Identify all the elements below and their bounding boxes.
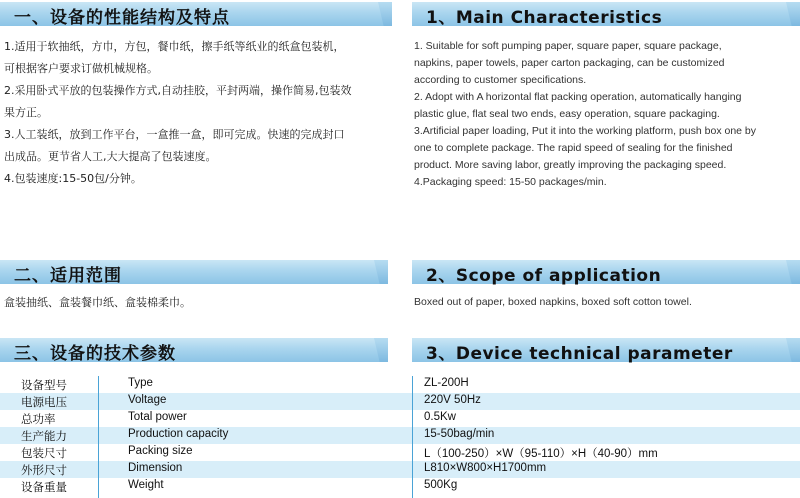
section-3-zh-header xyxy=(0,338,388,362)
param-en: Type xyxy=(128,377,153,389)
features-zh-line: 果方正。 xyxy=(4,106,48,119)
features-zh-line: 3.人工装纸，放到工作平台，一盒推一盒，即可完成。快速的完成封口 xyxy=(4,128,345,141)
features-zh-line: 出成品。更节省人工,大大提高了包装速度。 xyxy=(4,150,217,163)
param-en: Total power xyxy=(128,411,187,423)
features-en-line: one to complete package. The rapid speed of sealing for the finished xyxy=(414,142,733,154)
table-row xyxy=(0,393,800,410)
param-zh: 总功率 xyxy=(21,412,56,426)
param-value: ZL-200H xyxy=(424,377,469,389)
features-en xyxy=(414,38,798,191)
param-zh: 设备型号 xyxy=(21,378,67,392)
features-en-line: 1. Suitable for soft pumping paper, square paper, square package, xyxy=(414,40,722,52)
scope-zh: 盒装抽纸、盒装餐巾纸、盒装棉柔巾。 xyxy=(4,296,191,309)
section-2-zh-header xyxy=(0,260,388,284)
features-en-line: according to customer specifications. xyxy=(414,74,587,86)
section-2-en-title: 2、Scope of application xyxy=(426,266,662,286)
param-zh: 生产能力 xyxy=(21,429,67,443)
param-zh: 包装尺寸 xyxy=(21,446,67,460)
scope-en: Boxed out of paper, boxed napkins, boxed soft cotton towel. xyxy=(414,296,692,308)
param-en: Dimension xyxy=(128,462,183,474)
param-en: Production capacity xyxy=(128,428,229,440)
param-value: 220V 50Hz xyxy=(424,394,481,406)
table-row xyxy=(0,478,800,495)
table-row xyxy=(0,410,800,427)
features-zh-line: 可根据客户要求订做机械规格。 xyxy=(4,62,158,75)
param-zh: 外形尺寸 xyxy=(21,463,67,477)
table-row xyxy=(0,461,800,478)
features-zh-line: 1.适用于软抽纸，方巾，方包，餐巾纸，擦手纸等纸业的纸盒包装机， xyxy=(4,40,345,53)
section-2-en-header xyxy=(412,260,800,284)
parameter-table xyxy=(0,376,800,495)
features-en-line: 2. Adopt with A horizontal flat packing operation, automatically hanging xyxy=(414,91,742,103)
features-en-line: plastic glue, flat seal two ends, easy operation, square packaging. xyxy=(414,108,720,120)
table-row xyxy=(0,376,800,393)
section-1-en-title: 1、Main Characteristics xyxy=(426,8,663,28)
section-3-en-header xyxy=(412,338,800,362)
param-en: Weight xyxy=(128,479,164,491)
param-value: 500Kg xyxy=(424,479,458,491)
param-en: Packing size xyxy=(128,445,193,457)
features-en-line: 4.Packaging speed: 15-50 packages/min. xyxy=(414,176,607,188)
table-row xyxy=(0,444,800,461)
features-zh-line: 4.包装速度:15-50包/分钟。 xyxy=(4,172,142,185)
param-zh: 设备重量 xyxy=(21,480,67,494)
section-3-zh-title: 三、设备的技术参数 xyxy=(14,344,176,364)
features-en-line: napkins, paper towels, paper carton packaging, can be customized xyxy=(414,57,725,69)
section-1-zh-title: 一、设备的性能结构及特点 xyxy=(14,8,230,28)
section-1-zh-header xyxy=(0,2,392,26)
section-3-en-title: 3、Device technical parameter xyxy=(426,344,733,364)
table-row xyxy=(0,427,800,444)
param-value: L810×W800×H1700mm xyxy=(424,462,547,474)
param-en: Voltage xyxy=(128,394,167,406)
column-divider xyxy=(412,376,413,498)
param-value: 0.5Kw xyxy=(424,411,456,423)
param-zh: 电源电压 xyxy=(21,395,67,409)
section-2-zh-title: 二、适用范围 xyxy=(14,266,122,286)
features-zh xyxy=(4,36,399,190)
param-value: L（100-250）×W（95-110）×H（40-90）mm xyxy=(424,448,658,460)
section-1-en-header xyxy=(412,2,800,26)
param-value: 15-50bag/min xyxy=(424,428,495,440)
column-divider xyxy=(98,376,99,498)
features-en-line: 3.Artificial paper loading, Put it into the working platform, push box one by xyxy=(414,125,757,137)
features-zh-line: 2.采用卧式平放的包装操作方式,自动挂胶，平封两端，操作简易,包装效 xyxy=(4,84,352,97)
features-en-line: product. More saving labor, greatly improving the packaging speed. xyxy=(414,159,727,171)
